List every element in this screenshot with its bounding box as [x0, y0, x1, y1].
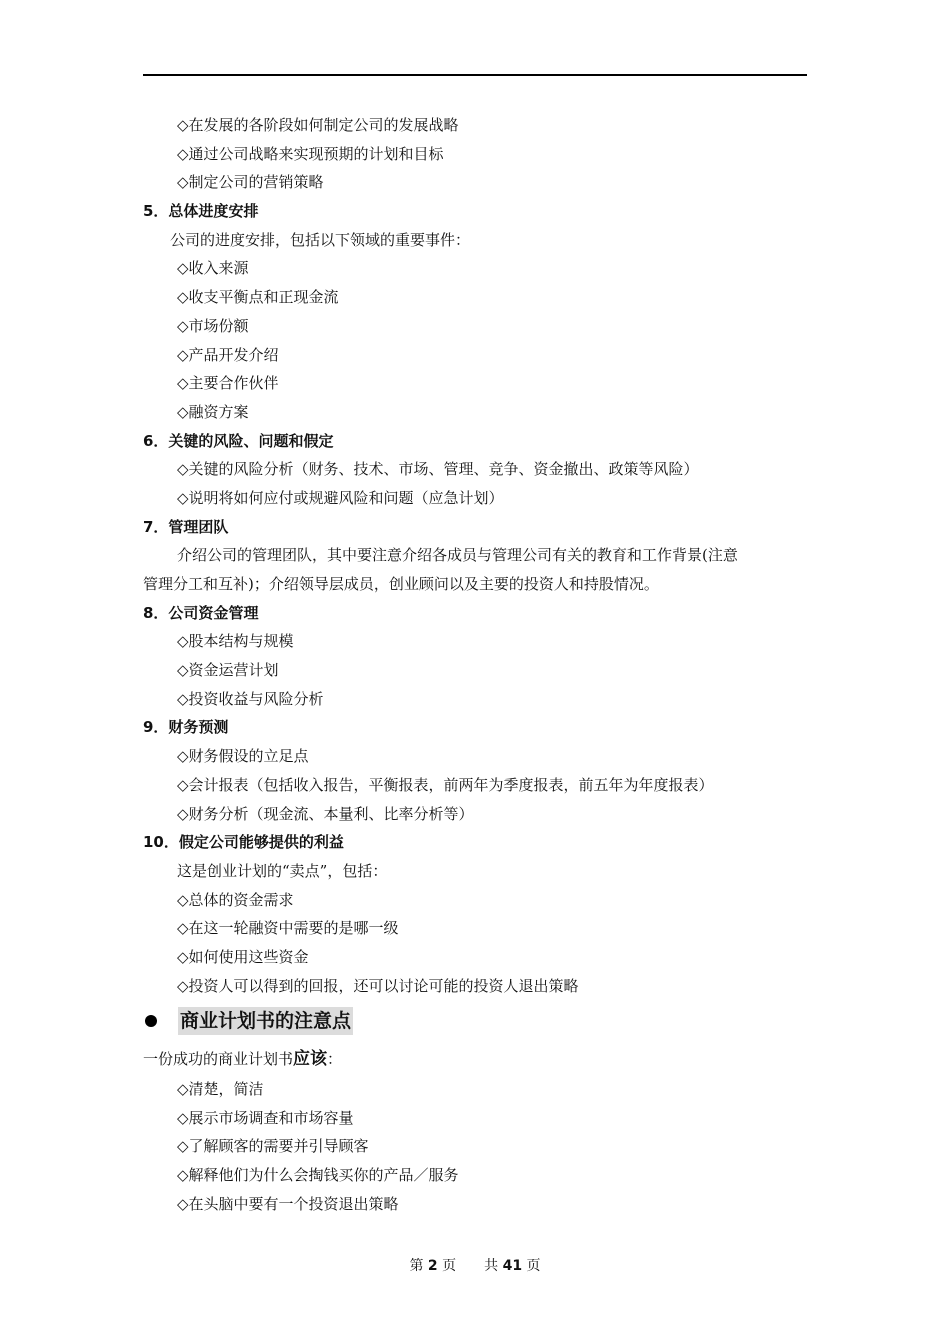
heading-5: 5．总体进度安排 [143, 202, 259, 221]
list-item: ◇在发展的各阶段如何制定公司的发展战略 [177, 116, 459, 134]
current-page-number: 2 [427, 1258, 438, 1274]
header-rule [143, 74, 807, 76]
list-item: ◇在头脑中要有一个投资退出策略 [177, 1194, 399, 1213]
page-footer [0, 1256, 950, 1276]
list-item: ◇清楚，简洁 [177, 1080, 264, 1098]
list-item: ◇说明将如何应付或规避风险和问题（应急计划） [177, 488, 504, 507]
list-item: ◇如何使用这些资金 [177, 947, 309, 966]
lead-suffix: ： [327, 1050, 343, 1068]
lead-paragraph [143, 1045, 342, 1073]
heading-7: 7．管理团队 [143, 517, 229, 536]
list-item: ◇总体的资金需求 [177, 890, 294, 909]
lead-bold-text: 应该 [293, 1049, 328, 1069]
footer-suffix: 页 [526, 1258, 541, 1274]
list-item: ◇制定公司的营销策略 [177, 173, 324, 192]
paragraph: 管理分工和互补)；介绍领导层成员，创业顾问以及主要的投资人和持股情况。 [143, 575, 659, 593]
lead-text: 一份成功的商业计划书 [143, 1050, 294, 1068]
list-item: ◇股本结构与规模 [177, 632, 294, 651]
list-item: ◇解释他们为什么会掏钱买你的产品／服务 [177, 1166, 459, 1185]
heading-10: 10．假定公司能够提供的利益 [143, 833, 344, 852]
list-item: ◇展示市场调查和市场容量 [177, 1108, 354, 1127]
heading-6: 6．关键的风险、问题和假定 [143, 431, 334, 450]
list-item: ◇关键的风险分析（财务、技术、市场、管理、竞争、资金撤出、政策等风险） [177, 460, 699, 479]
section-heading [143, 1004, 353, 1036]
bullet-icon [145, 1015, 157, 1027]
footer-prefix: 第 [409, 1258, 424, 1274]
list-item: ◇在这一轮融资中需要的是哪一级 [177, 919, 399, 938]
document-body [0, 111, 950, 1000]
list-item: ◇投资人可以得到的回报，还可以讨论可能的投资人退出策略 [177, 976, 579, 995]
footer-mid: 页 共 [442, 1258, 499, 1274]
paragraph: 公司的进度安排，包括以下领域的重要事件： [170, 230, 471, 249]
paragraph: 这是创业计划的“卖点”，包括： [177, 861, 388, 880]
section-list [0, 1075, 950, 1218]
list-item: ◇市场份额 [177, 316, 249, 335]
heading-8: 8．公司资金管理 [143, 603, 259, 622]
list-item: ◇融资方案 [177, 402, 249, 421]
list-item: ◇投资收益与风险分析 [177, 689, 324, 708]
list-item: ◇财务分析（现金流、本量利、比率分析等） [177, 804, 474, 823]
list-item: ◇会计报表（包括收入报告，平衡报表，前两年为季度报表，前五年为年度报表） [177, 775, 714, 794]
paragraph: 介绍公司的管理团队，其中要注意介绍各成员与管理公司有关的教育和工作背景(注意 [177, 546, 738, 565]
list-item: ◇产品开发介绍 [177, 345, 279, 364]
list-item: ◇财务假设的立足点 [177, 747, 309, 766]
section-title: 商业计划书的注意点 [178, 1007, 353, 1035]
list-item: ◇主要合作伙伴 [177, 374, 279, 393]
heading-9: 9．财务预测 [143, 718, 229, 737]
list-item: ◇收入来源 [177, 259, 249, 278]
list-item: ◇资金运营计划 [177, 661, 279, 680]
total-page-number: 41 [502, 1258, 523, 1274]
list-item: ◇收支平衡点和正现金流 [177, 288, 339, 307]
list-item: ◇通过公司战略来实现预期的计划和目标 [177, 144, 444, 163]
list-item: ◇了解顾客的需要并引导顾客 [177, 1137, 369, 1156]
